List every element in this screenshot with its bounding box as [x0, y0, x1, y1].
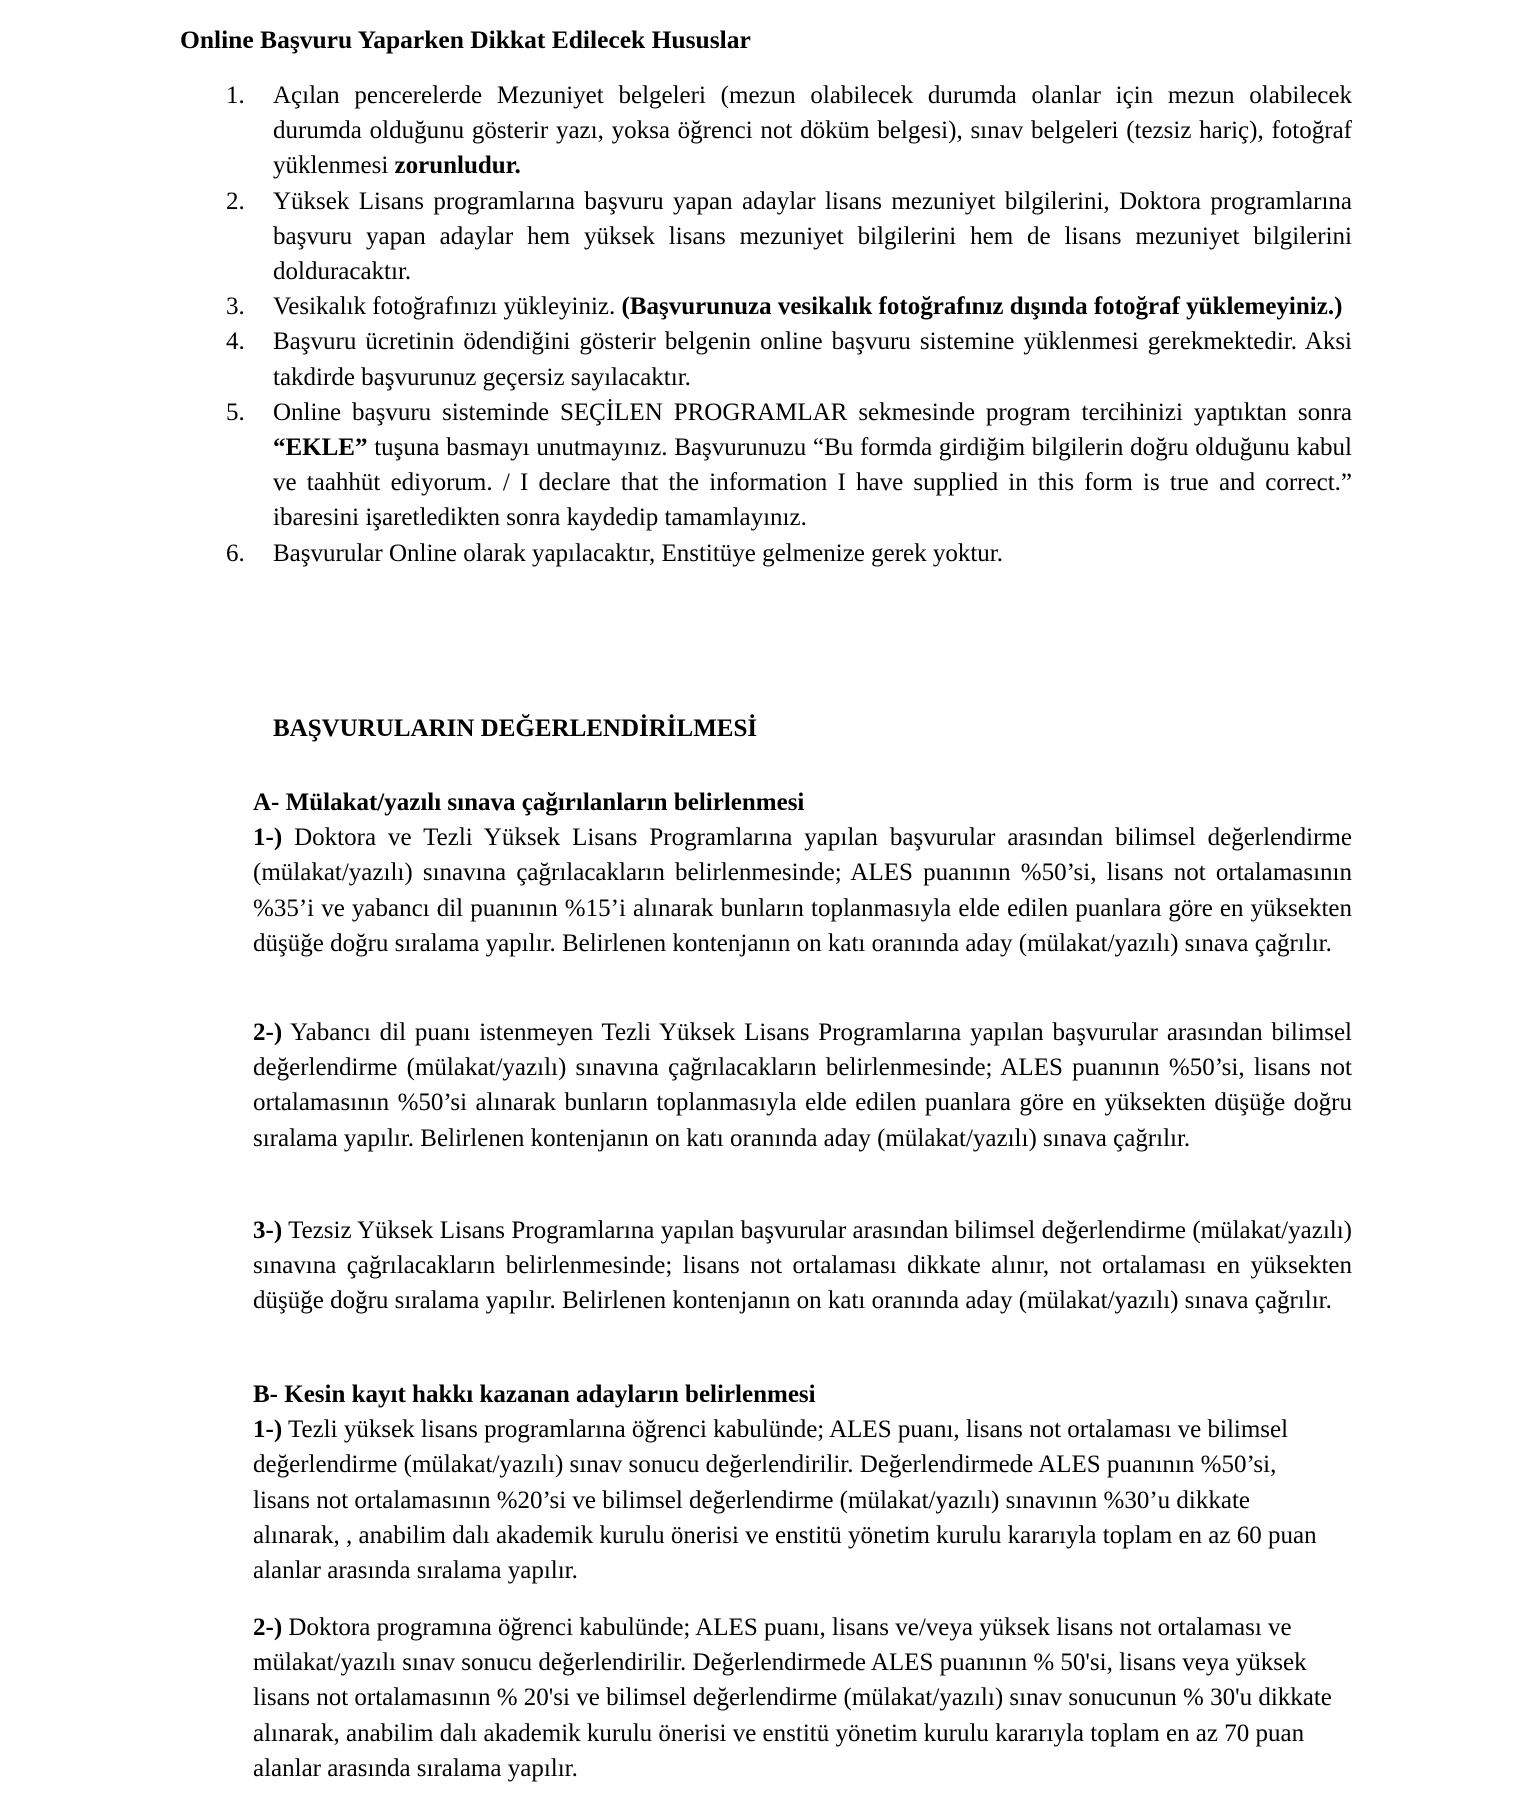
- paragraph: [253, 1015, 1352, 1156]
- list-emphasis: zorunludur.: [394, 152, 521, 180]
- section-a-title: A- Mülakat/yazılı sınava çağırılanların belirlenmesi: [253, 789, 805, 816]
- section-b-paragraph-2: [253, 1610, 1333, 1786]
- instructions-list: [226, 78, 1352, 571]
- paragraph: [253, 1213, 1352, 1319]
- list-number: 1.: [226, 82, 245, 109]
- list-text: Online başvuru sisteminde SEÇİLEN PROGRAMLAR sekmesinde program tercihinizi yaptıktan sonra: [273, 398, 1352, 426]
- section-b: [253, 1377, 1333, 1588]
- list-text: Başvurular Online olarak yapılacaktır, Enstitüye gelmenize gerek yoktur.: [273, 539, 1004, 567]
- paragraph-text: Tezsiz Yüksek Lisans Programlarına yapılan başvurular arasından bilimsel değerlendirme (mülakat/yazılı) sınavına çağrılacakların belirlenmesinde; lisans not ortalaması dikkate alınır, not ortalaması en yüksekten düşüğe doğru sıralama yapılır. Belirlenen kontenjanın on katı oranında aday (mülakat/yazılı) sınava çağrılır.: [253, 1217, 1352, 1315]
- section-a-paragraph-2: [253, 1015, 1352, 1156]
- list-text: Yüksek Lisans programlarına başvuru yapan adaylar lisans mezuniyet bilgilerini, Doktora programlarına başvuru yapan adaylar hem yüksek lisans mezuniyet bilgilerini hem de lisans mezuniyet bilgilerini dolduracaktır.: [273, 187, 1352, 286]
- paragraph-label: 3-): [253, 1217, 283, 1244]
- paragraph-text: Tezli yüksek lisans programlarına öğrenci kabulünde; ALES puanı, lisans not ortalaması ve bilimsel değerlendirme (mülakat/yazılı) sınav sonucu değerlendirilir. Değerlendirmede ALES puanının %50’si, lisans not ortalamasının %20’si ve bilimsel değerlendirme (mülakat/yazılı) sınavının %30’u dikkate alınarak, , anabilim dalı akademik kurulu önerisi ve enstitü yönetim kurulu kararıyla toplam en az 60 puan alanlar arasında sıralama yapılır.: [253, 1416, 1317, 1585]
- paragraph-text: Doktora programına öğrenci kabulünde; ALES puanı, lisans ve/veya yüksek lisans not ortalaması ve mülakat/yazılı sınav sonucu değerlendirilir. Değerlendirmede ALES puanının % 50'si, lisans veya yüksek lisans not ortalamasının % 20'si ve bilimsel değerlendirme (mülakat/yazılı) sınav sonucunun % 30'u dikkate alınarak, anabilim dalı akademik kurulu önerisi ve enstitü yönetim kurulu kararıyla toplam en az 70 puan alanlar arasında sıralama yapılır.: [253, 1614, 1332, 1782]
- paragraph-label: 2-): [253, 1614, 283, 1641]
- document-title: Online Başvuru Yaparken Dikkat Edilecek Hususlar: [180, 25, 751, 54]
- section-a-paragraph-3: [253, 1213, 1352, 1319]
- paragraph-label: 1-): [253, 824, 283, 852]
- paragraph-label: 2-): [253, 1019, 283, 1046]
- section-b-title: B- Kesin kayıt hakkı kazanan adayların belirlenmesi: [253, 1381, 816, 1408]
- list-item: [226, 324, 1352, 394]
- section-a: [253, 785, 1352, 961]
- list-item: [226, 289, 1352, 324]
- paragraph: [253, 1412, 1333, 1588]
- list-text: Açılan pencerelerde Mezuniyet belgeleri (mezun olabilecek durumda olanlar için mezun olabilecek durumda olduğunu gösterir yazı, yoksa öğrenci not döküm belgesi), sınav belgeleri (tezsiz hariç), fotoğraf yüklenmesi: [273, 82, 1352, 180]
- list-item: [226, 184, 1352, 290]
- list-number: 4.: [226, 328, 245, 356]
- list-item: [226, 78, 1352, 184]
- list-text: tuşuna basmayı unutmayınız. Başvurunuzu “Bu formda girdiğim bilgilerin doğru olduğunu kabul ve taahhüt ediyorum. / I declare that the information I have supplied in this form is true and correct.” ibaresini işaretledikten sonra kaydedip tamamlayınız.: [273, 434, 1352, 532]
- list-item: [226, 395, 1352, 536]
- paragraph-label: 1-): [253, 1416, 283, 1444]
- evaluation-heading: BAŞVURULARIN DEĞERLENDİRİLMESİ: [273, 715, 758, 742]
- list-number: 2.: [226, 187, 245, 215]
- paragraph-text: Yabancı dil puanı istenmeyen Tezli Yüksek Lisans Programlarına yapılan başvurular arasından bilimsel değerlendirme (mülakat/yazılı) sınavına çağrılacakların belirlenmesinde; ALES puanının %50’si, lisans not ortalamasının %50’si alınarak bunların toplanmasıyla elde edilen puanlara göre en yüksekten düşüğe doğru sıralama yapılır. Belirlenen kontenjanın on katı oranında aday (mülakat/yazılı) sınava çağrılır.: [253, 1019, 1352, 1152]
- paragraph-text: Doktora ve Tezli Yüksek Lisans Programlarına yapılan başvurular arasından bilimsel değerlendirme (mülakat/yazılı) sınavına çağrılacakların belirlenmesinde; ALES puanının %50’si, lisans not ortalamasının %35’i ve yabancı dil puanının %15’i alınarak bunların toplanmasıyla elde edilen puanlara göre en yüksekten düşüğe doğru sıralama yapılır. Belirlenen kontenjanın on katı oranında aday (mülakat/yazılı) sınava çağrılır.: [253, 824, 1352, 957]
- list-emphasis: (Başvurunuza vesikalık fotoğrafınız dışında fotoğraf yüklemeyiniz.): [621, 293, 1343, 321]
- list-number: 5.: [226, 398, 245, 426]
- list-item: [226, 536, 1352, 571]
- list-text: Başvuru ücretinin ödendiğini gösterir belgenin online başvuru sistemine yüklenmesi gerekmektedir. Aksi takdirde başvurunuz geçersiz sayılacaktır.: [273, 328, 1352, 391]
- list-emphasis: “EKLE”: [273, 434, 368, 462]
- paragraph: [253, 1610, 1333, 1786]
- list-number: 6.: [226, 539, 245, 567]
- list-number: 3.: [226, 293, 245, 321]
- list-text: Vesikalık fotoğrafınızı yükleyiniz.: [273, 293, 622, 321]
- paragraph: [253, 820, 1352, 961]
